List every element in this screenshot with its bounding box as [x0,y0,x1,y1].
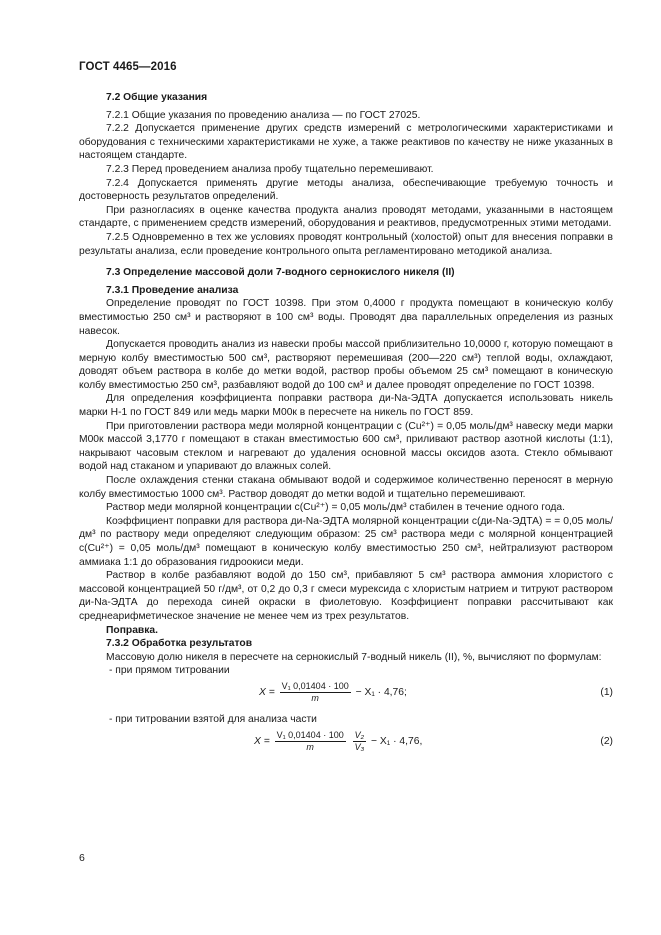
formula-2-fraction-volume [353,730,367,753]
formula-2-numerator-volume: V₂ [353,730,367,742]
formula-2-rhs: − X₁ · 4,76, [371,735,423,747]
subsection-7-3-2-heading: 7.3.2 Обработка результатов [106,638,253,650]
formula-1-denominator: m [311,692,319,703]
subsection-7-3-1-heading: 7.3.1 Проведение анализа [106,284,239,296]
paragraph-7-2-5: 7.2.5 Одновременно в тех же условиях проводят контрольный (холостой) опыт для внесения поправки в результаты анализа, если проведение контрольного опыта регламентировано методикой анализа. [79,231,613,257]
formula-2-denominator: m [306,741,314,752]
formula-2-number: (2) [600,735,613,747]
paragraph-7-2-4-dispute: При разногласиях в оценке качества продукта анализ проводят методами, указанными в настоящем стандарте, с применением средств измерений, оборудования и реактивов, предусмотренных этими методами. [79,204,613,230]
formula-2-lhs: X = [254,735,270,747]
paragraph-correction-coefficient: Для определения коэффициента поправки раствора ди-Na-ЭДТА допускается использовать никель марки Н-1 по ГОСТ 849 или медь марки М00к в пересчете на никель по ГОСТ 859. [79,393,613,419]
formula-2 [79,727,613,757]
paragraph-7-2-3: 7.2.3 Перед проведением анализа пробу тщательно перемешивают. [106,163,434,175]
section-7-3-heading: 7.3 Определение массовой доли 7-водного сернокислого никеля (II) [106,267,455,279]
correction-label: Поправка. [106,624,158,636]
section-7-2-heading: 7.2 Общие указания [106,92,208,103]
paragraph-7-2-1: 7.2.1 Общие указания по проведению анализа — по ГОСТ 27025. [106,109,421,121]
paragraph-coefficient-determination: Коэффициент поправки для раствора ди-Na-ЭДТА молярной концентрации c(ди-Na-ЭДТА) = = 0,05 моль/дм³ по раствору меди определяют следующим образом: 25 см³ раствора меди с молярной концентрацией c(Cu²⁺) = 0,05 моль/дм³ помещают в коническую колбу вместимостью 250 см³, нейтрализуют раствором аммиака 1:1 до образования гидроокиси меди. [79,515,613,568]
document-body [79,91,613,757]
paragraph-stability: Раствор меди молярной концентрации c(Cu²⁺) = 0,05 моль/дм³ стабилен в течение одного года. [106,502,565,514]
page-number: 6 [79,852,85,864]
paragraph-7-2-4: 7.2.4 Допускается применять другие методы анализа, обеспечивающие требуемую точность и достоверность результатов определений. [79,177,613,203]
formula-2-fraction-main [275,730,346,753]
paragraph-alternative-sample: Допускается проводить анализ из навески пробы массой приблизительно 10,0000 г, которую помещают в мерную колбу вместимостью 500 см³, растворяют перемешивая (200—220 см³) теплой воды, охлаждают, доводят объем раствора в колбе до метки водой, раствор пробы объемом 25 см³ помещают в коническую колбу вместимостью 250 см³, разбавляют водой до 100 см³ и далее проводят определение по ГОСТ 10398. [79,339,613,391]
paragraph-procedure: Определение проводят по ГОСТ 10398. При этом 0,4000 г продукта помещают в коническую колбу вместимостью 250 см³ и растворяют в 100 см³ воды. Проводят два параллельных определения из разных навесок. [79,298,613,337]
formula-1-numerator: V₁ 0,01404 · 100 [281,680,349,691]
paragraph-copper-solution: При приготовлении раствора меди молярной концентрации c (Cu²⁺) = 0,05 моль/дм³ навеску меди марки М00к массой 3,1770 г помещают в стакан вместимостью 600 см³, приливают раствор азотной кислоты (1:1), накрывают часовым стеклом и нагревают до удаления основной массы оксидов азота. Стекло обмывают водой над стаканом и упаривают до влажных солей. [79,420,613,473]
bullet-direct-titration: - при прямом титровании [109,665,230,677]
paragraph-7-2-2: 7.2.2 Допускается применение других средств измерений с метрологическими характеристиками и оборудования с техническими характеристиками не хуже, а также реактивов по качеству не ниже указанных в настоящем стандарте. [79,123,613,162]
formula-1-rhs: − X₁ · 4,76; [355,687,407,699]
paragraph-calculation: Массовую долю никеля в пересчете на сернокислый 7-водный никель (II), %, вычисляют по формулам: [106,651,602,663]
formula-1-fraction [280,681,351,704]
formula-1-lhs: X = [259,687,275,699]
paragraph-titration: Раствор в колбе разбавляют водой до 150 см³, прибавляют 5 см³ раствора аммония хлористого с массовой концентрацией 50 г/дм³, от 0,2 до 0,3 г смеси мурексида с хлористым натрием и титруют раствором ди-Na-ЭДТА до перехода синей окраски в фиолетовую. Коэффициент поправки рассчитывают как среднеарифметическое значение не менее чем из трех результатов. [79,570,613,622]
paragraph-cooling: После охлаждения стенки стакана обмывают водой и содержимое количественно переносят в мерную колбу вместимостью 1000 см³. Раствор доводят до метки водой и тщательно перемешивают. [79,475,613,500]
formula-1 [79,678,613,705]
formula-2-denominator-volume: V₃ [354,741,365,752]
formula-1-number: (1) [600,686,613,698]
formula-2-numerator: V₁ 0,01404 · 100 [276,729,344,740]
bullet-aliquot-titration: - при титровании взятой для анализа части [109,713,317,725]
standard-header: ГОСТ 4465—2016 [79,61,177,73]
